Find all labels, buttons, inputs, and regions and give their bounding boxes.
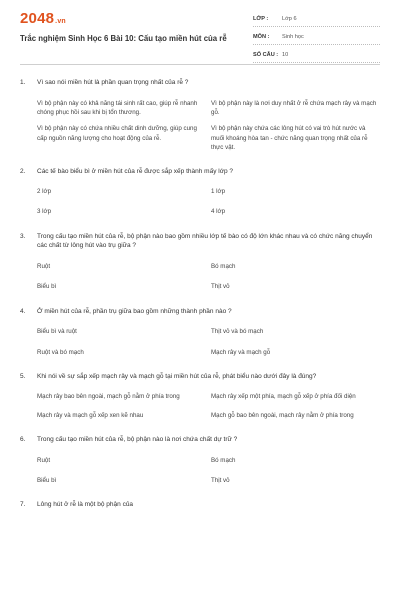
question-text: Ở miền hút của rễ, phần trụ giữa bao gồm những thành phần nào ? bbox=[37, 307, 232, 315]
meta-value: Lớp 6 bbox=[282, 16, 297, 22]
question-1 bbox=[20, 78, 380, 153]
question-text: Trong cấu tạo miền hút của rễ, bộ phận nào là nơi chứa chất dự trữ ? bbox=[37, 436, 238, 444]
question-3 bbox=[20, 232, 380, 292]
quiz-meta bbox=[253, 12, 380, 63]
meta-label: LỚP : bbox=[253, 16, 269, 22]
answer-option[interactable]: 2 lớp bbox=[37, 188, 52, 196]
page-title: Trắc nghiệm Sinh Học 6 Bài 10: Cấu tạo miền hút của rễ bbox=[20, 34, 227, 43]
answer-option[interactable]: Ruột bbox=[37, 262, 51, 270]
answer-option[interactable]: Thịt vỏ và bó mạch bbox=[211, 328, 264, 336]
logo-suffix: .vn bbox=[55, 18, 66, 25]
header-divider bbox=[20, 64, 380, 65]
question-text: Lông hút ở rễ là một bộ phận của bbox=[37, 500, 134, 508]
meta-label: MÔN : bbox=[253, 34, 270, 40]
answer-option[interactable]: Bó mạch bbox=[211, 262, 236, 270]
answer-option[interactable]: Biểu bì bbox=[37, 477, 57, 485]
answer-options bbox=[37, 187, 380, 217]
answer-option[interactable]: Thịt vỏ bbox=[211, 283, 230, 291]
answer-option[interactable]: Bó mạch bbox=[211, 456, 236, 464]
answer-options bbox=[37, 327, 380, 357]
meta-value: Sinh học bbox=[282, 34, 304, 40]
question-header bbox=[20, 372, 380, 382]
answer-option[interactable]: 1 lớp bbox=[211, 188, 226, 196]
answer-options bbox=[37, 99, 380, 153]
question-number: 4. bbox=[20, 307, 26, 315]
question-4 bbox=[20, 307, 380, 357]
answer-options bbox=[37, 392, 380, 420]
question-6 bbox=[20, 435, 380, 485]
site-logo[interactable] bbox=[20, 10, 66, 27]
question-header bbox=[20, 167, 380, 177]
answer-option[interactable]: Biểu bì và ruột bbox=[37, 328, 77, 336]
question-5 bbox=[20, 372, 380, 420]
question-text: Vì sao nói miền hút là phần quan trọng nhất của rễ ? bbox=[37, 79, 189, 86]
answer-options bbox=[37, 262, 380, 292]
header bbox=[0, 0, 400, 62]
question-number: 2. bbox=[20, 167, 26, 175]
answer-option[interactable]: Ruột và bó mạch bbox=[37, 348, 84, 356]
question-number: 6. bbox=[20, 436, 26, 444]
answer-option[interactable]: Mạch rây xếp một phía, mạch gỗ xếp ở phía đối diện bbox=[211, 393, 356, 401]
question-list bbox=[20, 78, 380, 509]
question-header bbox=[20, 435, 380, 445]
answer-option[interactable]: Mạch rây bao bên ngoài, mạch gỗ nằm ở phía trong bbox=[37, 393, 180, 401]
meta-value: 10 bbox=[282, 52, 289, 58]
question-text: Trong cấu tạo miền hút của rễ, bộ phận nào bao gồm nhiều lớp tế bào có độ lớn khác nhau và có chức năng chuyển các chất từ lông hút vào trụ giữa ? bbox=[37, 232, 373, 250]
meta-row-class bbox=[253, 12, 380, 27]
answer-option[interactable]: 4 lớp bbox=[211, 208, 226, 216]
question-header bbox=[20, 307, 380, 317]
meta-label: SỐ CÂU : bbox=[253, 52, 279, 58]
question-2 bbox=[20, 167, 380, 217]
answer-option[interactable]: 3 lớp bbox=[37, 208, 52, 216]
question-number: 3. bbox=[20, 232, 26, 240]
meta-row-count bbox=[253, 48, 380, 63]
question-text: Khi nói về sự sắp xếp mạch rây và mạch gỗ tại miền hút của rễ, phát biểu nào dưới đây là đúng? bbox=[37, 372, 317, 380]
question-number: 5. bbox=[20, 372, 26, 380]
answer-option[interactable]: Vì bộ phận này có khả năng tái sinh rất cao, giúp rễ nhanh chóng phục hồi sau khi bị tổn thương. bbox=[37, 99, 198, 116]
question-text: Các tế bào biểu bì ở miền hút của rễ được sắp xếp thành mấy lớp ? bbox=[37, 167, 233, 175]
answer-option[interactable]: Biểu bì bbox=[37, 283, 57, 291]
answer-option[interactable]: Vì bộ phận này chứa các lông hút có vai trò hút nước và muối khoáng hòa tan - chức năng quan trọng nhất của rễ thực vật. bbox=[211, 125, 368, 152]
answer-option[interactable]: Vì bộ phận này có chứa nhiều chất dinh dưỡng, giúp cung cấp nguồn năng lượng cho hoạt động của rễ. bbox=[37, 125, 197, 142]
question-number: 1. bbox=[20, 79, 26, 86]
answer-option[interactable]: Mạch rây và mạch gỗ bbox=[211, 348, 271, 356]
answer-option[interactable]: Vì bộ phận này là nơi duy nhất ở rễ chứa mạch rây và mạch gỗ. bbox=[211, 99, 377, 116]
question-header bbox=[20, 500, 380, 510]
question-header bbox=[20, 232, 380, 251]
answer-options bbox=[37, 456, 380, 486]
question-7 bbox=[20, 500, 380, 510]
answer-option[interactable]: Mạch gỗ bao bên ngoài, mạch rây nằm ở phía trong bbox=[211, 411, 354, 419]
meta-row-subject bbox=[253, 30, 380, 45]
question-header bbox=[20, 78, 380, 88]
answer-option[interactable]: Thịt vỏ bbox=[211, 477, 230, 485]
logo-text: 2048 bbox=[20, 10, 55, 27]
answer-option[interactable]: Ruột bbox=[37, 456, 51, 464]
question-number: 7. bbox=[20, 500, 26, 508]
answer-option[interactable]: Mạch rây và mạch gỗ xếp xen kẽ nhau bbox=[37, 411, 144, 419]
